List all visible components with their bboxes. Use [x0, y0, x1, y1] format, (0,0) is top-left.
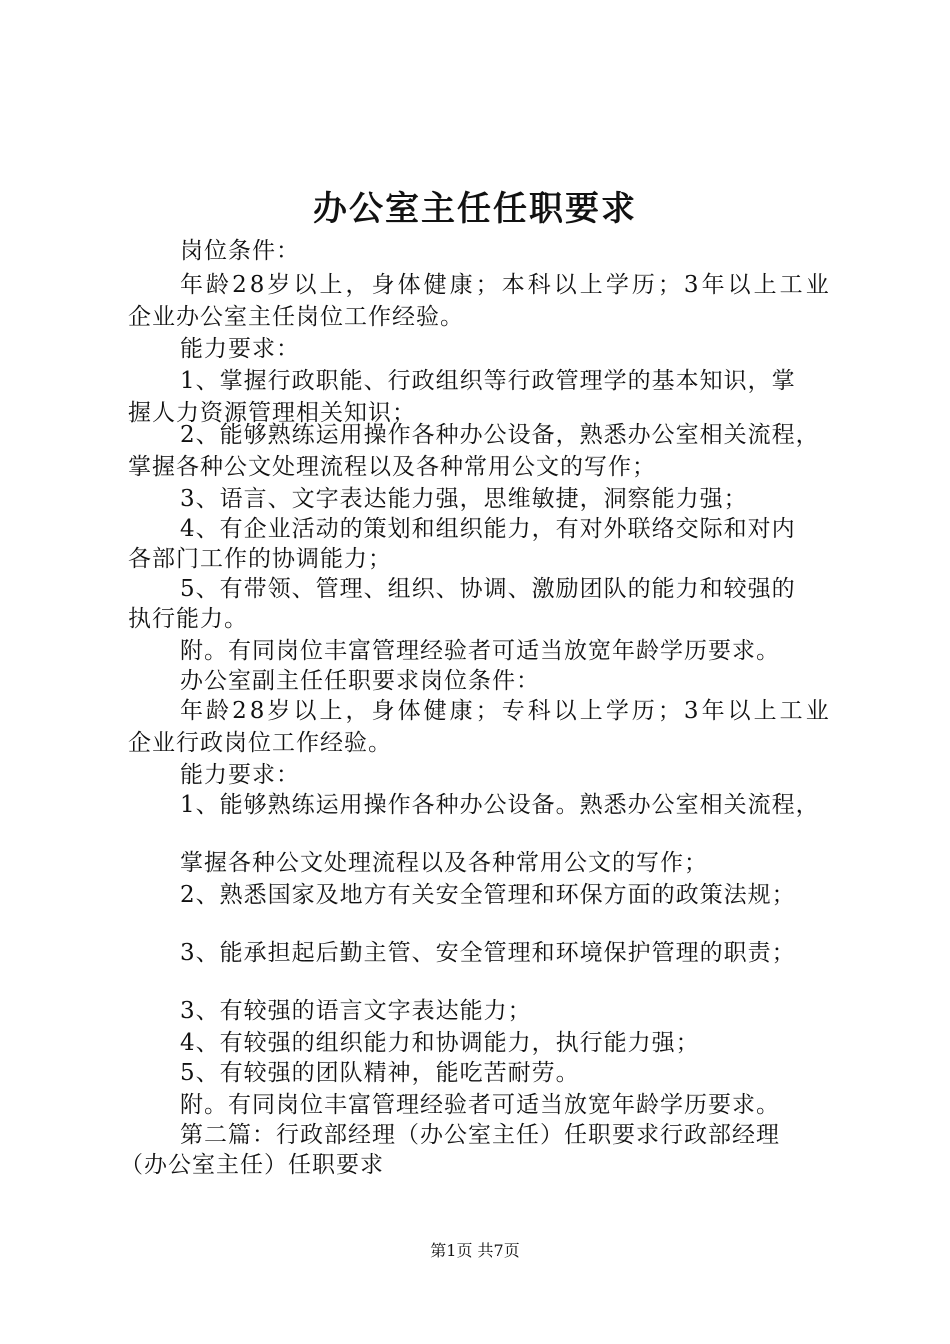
- text-line: 能力要求：: [180, 336, 300, 362]
- text-line: 握人力资源管理相关知识；: [128, 400, 416, 426]
- text-line: 企业办公室主任岗位工作经验。: [128, 304, 464, 330]
- text-line: 3、能承担起后勤主管、安全管理和环境保护管理的职责；: [180, 940, 796, 966]
- text-line: 能力要求：: [180, 762, 300, 788]
- text-line: 附。有同岗位丰富管理经验者可适当放宽年龄学历要求。: [180, 638, 780, 664]
- text-line: 年 龄 2 8 岁 以 上 ， 身 体 健 康 ； 专 科 以 上 学 历 ； 3 年 以 上 工 业: [180, 698, 830, 724]
- text-line: 岗位条件：: [180, 238, 300, 264]
- text-line: 各部门工作的协调能力；: [128, 546, 392, 572]
- text-line: 1、能够熟练运用操作各种办公设备。熟悉办公室相关流程，: [180, 792, 820, 818]
- text-line: 3、有较强的语言文字表达能力；: [180, 998, 532, 1024]
- text-line: 办公室副主任任职要求岗位条件：: [180, 668, 540, 694]
- text-line: 5、有较强的团队精神，能吃苦耐劳。: [180, 1060, 580, 1086]
- text-line: 2、熟悉国家及地方有关安全管理和环保方面的政策法规；: [180, 882, 796, 908]
- page-footer: 第1页 共7页: [430, 1241, 520, 1260]
- text-line: 4、有较强的组织能力和协调能力，执行能力强；: [180, 1030, 700, 1056]
- text-line: 2、能够熟练运用操作各种办公设备，熟悉办公室相关流程，: [180, 422, 820, 448]
- text-line: （办公室主任）任职要求: [120, 1152, 384, 1178]
- text-line: 企业行政岗位工作经验。: [128, 730, 392, 756]
- page-title: 办公室主任任职要求: [313, 189, 637, 229]
- text-line: 4、有企业活动的策划和组织能力，有对外联络交际和对内: [180, 516, 796, 542]
- text-line: 执行能力。: [128, 606, 248, 632]
- text-line: 附。有同岗位丰富管理经验者可适当放宽年龄学历要求。: [180, 1092, 780, 1118]
- text-line: 掌握各种公文处理流程以及各种常用公文的写作；: [128, 454, 656, 480]
- text-line: 年 龄 2 8 岁 以 上 ， 身 体 健 康 ； 本 科 以 上 学 历 ； 3 年 以 上 工 业: [180, 272, 830, 298]
- text-line: 掌握各种公文处理流程以及各种常用公文的写作；: [180, 850, 708, 876]
- text-line: 第二篇：行政部经理（办公室主任）任职要求行政部经理: [180, 1122, 780, 1148]
- text-line: 5、有带领、管理、组织、协调、激励团队的能力和较强的: [180, 576, 796, 602]
- text-line: 1、掌握行政职能、行政组织等行政管理学的基本知识，掌: [180, 368, 796, 394]
- text-line: 3、语言、文字表达能力强，思维敏捷，洞察能力强；: [180, 486, 748, 512]
